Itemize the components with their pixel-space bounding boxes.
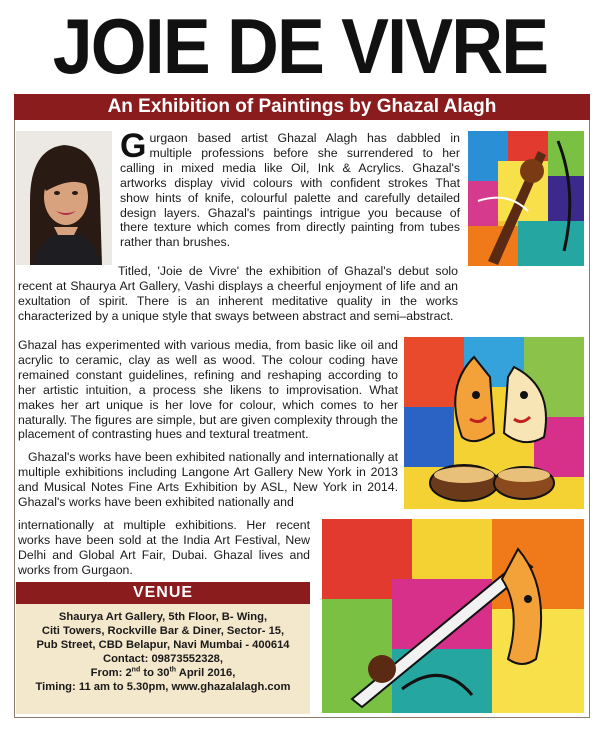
venue-timing: Timing: 11 am to 5.30pm, www.ghazalalagh.com bbox=[35, 681, 291, 693]
masthead-title: JOIE DE VIVRE bbox=[52, 2, 548, 90]
article-paragraph-3 bbox=[18, 450, 398, 510]
painting-3-image bbox=[322, 519, 584, 713]
dates-from: From: 2 bbox=[90, 667, 132, 679]
dates-sup-1: nd bbox=[131, 666, 141, 674]
venue-address-line-3: Pub Street, CBD Belapur, Navi Mumbai - 400614 bbox=[36, 639, 290, 651]
article-paragraph-1 bbox=[120, 127, 460, 250]
dropcap-letter: G bbox=[120, 127, 147, 165]
artwork-painting-2 bbox=[404, 337, 584, 509]
artwork-painting-3 bbox=[322, 519, 584, 713]
venue-details bbox=[16, 604, 310, 714]
article-paragraph-2 bbox=[18, 264, 458, 324]
venue-dates bbox=[16, 666, 310, 680]
paragraph-2-continued-text: Ghazal has experimented with various media, from basic like oil and acrylic to ceramic, clay as well as wood. The colour coding have remained constant guidelines, refining and reshaping according to her artistic intuition, a process she likens to improvisation. What makes her art unique is her love for colour, which comes to her naturally. The figures are simple, but are given complexity through the placement of contrasting hues and textural treatment. bbox=[18, 338, 398, 442]
dates-sup-2: th bbox=[169, 666, 177, 674]
paragraph-2-text: Titled, 'Joie de Vivre' the exhibition of Ghazal's debut solo recent at Shaurya Art Gallery, Vashi displays a cheerful enjoyment of life and an exultation of spirit. There is an inherent meditative quality in the works characterized by a unique style that sways between abstract and semi–abstract. bbox=[18, 264, 458, 323]
paragraph-3-continued-text: internationally at multiple exhibitions. Her recent works have been sold at the India Art Festival, New Delhi and Global Art Fair, Dubai. Ghazal lives and works from Gurgaon. bbox=[18, 518, 310, 577]
artist-portrait bbox=[16, 131, 112, 265]
venue-contact: Contact: 09873552328, bbox=[102, 653, 224, 665]
dates-to: to 30 bbox=[140, 667, 170, 679]
artwork-painting-1 bbox=[468, 131, 584, 266]
page-bottom-edge bbox=[0, 722, 600, 732]
painting-1-image bbox=[468, 131, 584, 266]
venue-address-line-1: Shaurya Art Gallery, 5th Floor, B- Wing, bbox=[58, 611, 268, 623]
venue-address-line-2: Citi Towers, Rockville Bar & Diner, Sector- 15, bbox=[41, 625, 285, 637]
article-paragraph-3-continued bbox=[18, 518, 310, 578]
portrait-photo bbox=[16, 131, 112, 265]
painting-2-image bbox=[404, 337, 584, 509]
venue-heading: VENUE bbox=[16, 582, 310, 604]
article-subtitle-banner: An Exhibition of Paintings by Ghazal Alagh bbox=[14, 94, 590, 120]
dates-suffix: April 2016, bbox=[176, 667, 236, 679]
paragraph-3-text: Ghazal's works have been exhibited nationally and internationally at multiple exhibitions including Langone Art Gallery New York in 2013 and Musical Notes Fine Arts Exhibition by ASL, New York in 2014. Ghazal's works have been exhibited nationally and bbox=[18, 450, 398, 509]
article-paragraph-2-continued bbox=[18, 338, 398, 442]
paragraph-1-text: urgaon based artist Ghazal Alagh has dabbled in multiple professions before she surrendered to her calling in mixed media like Oil, Ink & Acrylics. Ghazal's artworks display vivid colours with confident strokes That show hints of knife, colourful palette and carefully detailed design layers. Ghazal's paintings intrigue you because of there texture which comes from directly painting from tubes rather than brushes. bbox=[120, 131, 460, 250]
